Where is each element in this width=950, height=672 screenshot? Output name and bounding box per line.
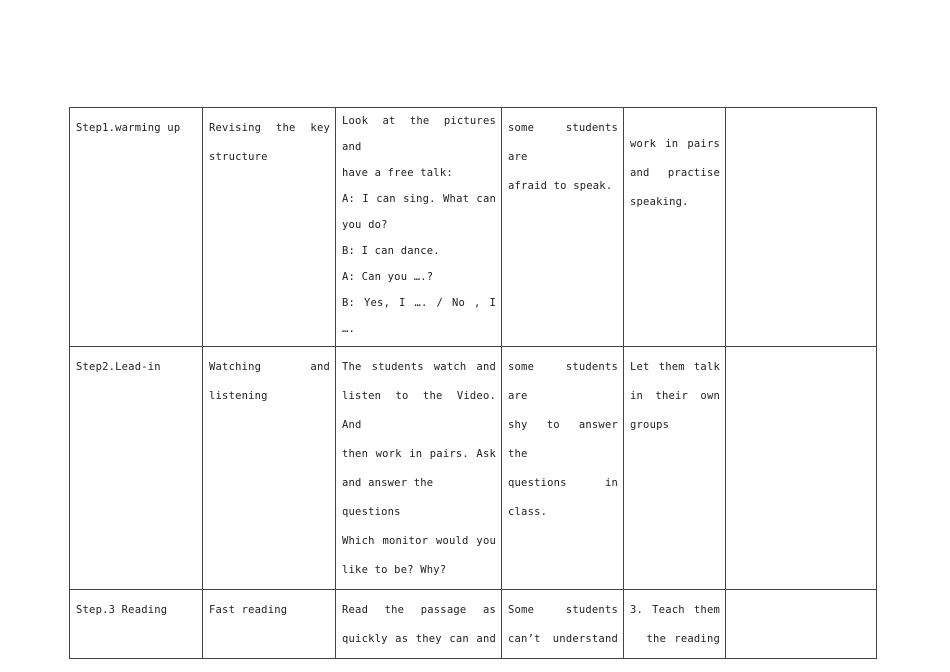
step-cell [70,108,203,347]
solution-cell [624,108,726,347]
difficulty-line: class. [508,506,548,518]
difficulty-line: questions in [508,477,618,489]
table-row-step1 [70,108,877,347]
procedure-line: like to be? Why? [342,564,447,576]
note-cell [726,347,877,590]
difficulty-line: some students are [508,361,618,402]
table-row-step2 [70,347,877,590]
procedure-line: A: I can sing. What can [342,193,496,205]
procedure-line: have a free talk: [342,167,453,179]
difficulty-line: shy to answer the [508,419,618,460]
procedure-line: you do? [342,219,388,231]
procedure-line: Look at the pictures and [342,115,496,153]
activity-line: listening [209,390,268,402]
activity-cell [203,590,336,659]
step-label: Step1.warming up [76,122,181,134]
procedure-line: then work in pairs. Ask [342,448,496,460]
procedure-line: B: I can dance. [342,245,440,257]
difficulty-cell [502,590,624,659]
difficulty-line: afraid to speak. [508,180,613,192]
solution-cell [624,347,726,590]
procedure-line: A: Can you ….? [342,271,434,283]
solution-line: and practise [630,167,720,179]
solution-line: Let them talk [630,361,720,373]
difficulty-cell [502,108,624,347]
solution-line: 3. Teach them [630,604,720,616]
procedure-line: The students watch and [342,361,496,373]
step-label: Step.3 Reading [76,604,168,616]
difficulty-line: some students are [508,122,618,163]
lesson-plan-table [69,107,877,659]
procedure-line: …. [342,323,356,335]
procedure-cell [336,347,502,590]
procedure-line: and answer the questions [342,477,434,518]
activity-line: Revising the key [209,122,330,134]
activity-line: structure [209,151,268,163]
activity-line: Fast reading [209,604,288,616]
procedure-line: B: Yes, I …. / No , I [342,297,496,309]
note-cell [726,590,877,659]
solution-line: speaking. [630,196,689,208]
procedure-cell [336,590,502,659]
solution-line: the reading [630,633,720,645]
solution-line: in their own [630,390,720,402]
difficulty-line: can’t understand [508,633,618,645]
procedure-line: Which monitor would you [342,535,496,547]
solution-line: work in pairs [630,138,720,150]
step-cell [70,590,203,659]
procedure-line: Read the passage as [342,604,496,616]
solution-cell [624,590,726,659]
step-label: Step2.Lead-in [76,361,161,373]
difficulty-line: Some students [508,604,618,616]
procedure-line: quickly as they can and [342,633,496,645]
procedure-line: listen to the Video. And [342,390,496,431]
activity-cell [203,347,336,590]
activity-line: Watching and [209,361,330,373]
step-cell [70,347,203,590]
activity-cell [203,108,336,347]
difficulty-cell [502,347,624,590]
solution-line: groups [630,419,670,431]
table-row-step3 [70,590,877,659]
note-cell [726,108,877,347]
procedure-cell [336,108,502,347]
